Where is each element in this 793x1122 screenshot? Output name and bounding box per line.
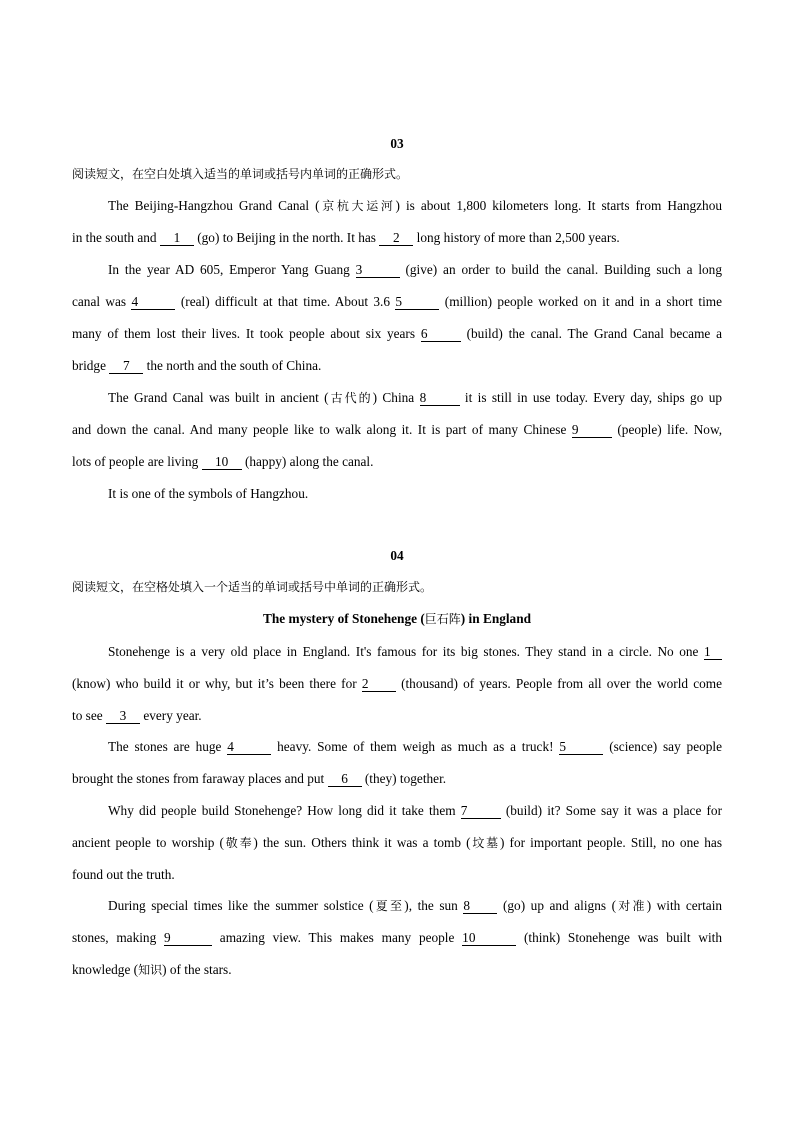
answer-blank[interactable]: 5	[559, 740, 603, 755]
text: stones, making	[72, 930, 157, 945]
chinese-gloss: 坟墓	[470, 836, 500, 850]
text: in the south and	[72, 230, 157, 245]
paragraph-line	[72, 644, 722, 660]
answer-blank[interactable]: 8	[463, 899, 497, 914]
paragraph-line	[72, 358, 722, 374]
text: Why did people build Stonehenge? How long did it take them	[108, 803, 456, 818]
text: During special times like the summer solstice (	[108, 898, 374, 913]
text: (build) the canal. The Grand Canal became a	[466, 326, 723, 341]
text: ) for important people. Still, no one has	[499, 835, 722, 850]
text: (give) an order to build the canal. Building such a long	[405, 262, 722, 277]
text: (think) Stonehenge was built with	[523, 930, 722, 945]
paragraph-line: It is one of the symbols of Hangzhou.	[108, 486, 309, 501]
answer-blank[interactable]: 10	[462, 931, 516, 946]
text: ), the sun	[404, 898, 458, 913]
text: (build) it? Some say it was a place for	[505, 803, 722, 818]
paragraph-line	[72, 294, 722, 310]
paragraph-line	[72, 390, 722, 406]
paragraph-line	[72, 962, 722, 978]
answer-blank[interactable]: 4	[131, 295, 175, 310]
text: (know) who build it or why, but it’s been there for	[72, 676, 357, 691]
section-number: 04	[390, 548, 404, 563]
answer-blank[interactable]: 8	[420, 391, 460, 406]
text: ) of the stars.	[162, 962, 232, 977]
answer-blank[interactable]: 2	[379, 231, 413, 246]
text: ) with certain	[646, 898, 723, 913]
answer-blank[interactable]: 3	[356, 263, 400, 278]
section-number: 03	[390, 136, 404, 151]
section-instruction: 阅读短文，在空格处填入一个适当的单词或括号中单词的正确形式。	[72, 580, 433, 594]
paragraph-line	[72, 326, 722, 342]
paragraph-line	[72, 803, 722, 819]
text: to see	[72, 708, 103, 723]
paragraph-line	[72, 930, 722, 946]
passage-title	[72, 611, 722, 627]
answer-blank[interactable]: 1	[160, 231, 194, 246]
text: the north and the south of China.	[146, 358, 322, 373]
text: Stonehenge is a very old place in England. It's famous for its big stones. They stand in a circle. No one	[108, 644, 699, 659]
paragraph-line	[72, 422, 722, 438]
answer-blank[interactable]: 9	[572, 423, 612, 438]
text: In the year AD 605, Emperor Yang Guang	[108, 262, 350, 277]
text: knowledge (	[72, 962, 139, 977]
answer-blank[interactable]: 2	[362, 677, 396, 692]
text: (science) say people	[609, 739, 722, 754]
text: heavy. Some of them weigh as much as a truck!	[277, 739, 554, 754]
answer-blank[interactable]: 6	[328, 772, 362, 787]
section-instruction: 阅读短文，在空白处填入适当的单词或括号内单词的正确形式。	[72, 167, 409, 181]
chinese-gloss: 夏至	[373, 899, 405, 913]
answer-blank[interactable]: 6	[421, 327, 461, 342]
paragraph-line	[72, 454, 722, 470]
paragraph-line	[72, 739, 722, 755]
text: ) is about 1,800 kilometers long. It starts from Hangzhou	[395, 198, 722, 213]
text: The Beijing-Hangzhou Grand Canal (	[108, 198, 320, 213]
paragraph-line	[72, 262, 722, 278]
chinese-gloss: 古代的	[328, 391, 373, 405]
answer-blank[interactable]: 10	[202, 455, 242, 470]
answer-blank[interactable]: 9	[164, 931, 212, 946]
answer-blank[interactable]: 3	[106, 709, 140, 724]
paragraph-line: found out the truth.	[72, 867, 175, 882]
text: ) in England	[460, 611, 531, 626]
paragraph-line	[72, 898, 722, 914]
text: canal was	[72, 294, 127, 309]
text: it is still in use today. Every day, ships go up	[464, 390, 723, 405]
chinese-gloss: 对准	[616, 899, 647, 913]
paragraph-line	[72, 230, 722, 246]
text: (go) up and aligns (	[502, 898, 617, 913]
text: every year.	[143, 708, 202, 723]
text: bridge	[72, 358, 106, 373]
answer-blank[interactable]: 5	[395, 295, 439, 310]
text: ) the sun. Others think it was a tomb (	[253, 835, 471, 850]
chinese-gloss: 京杭大运河	[319, 199, 396, 213]
answer-blank[interactable]: 7	[109, 359, 143, 374]
text: long history of more than 2,500 years.	[416, 230, 620, 245]
text: The mystery of Stonehenge (	[263, 611, 425, 626]
text: (go) to Beijing in the north. It has	[197, 230, 376, 245]
text: and down the canal. And many people like to walk along it. It is part of many Chinese	[72, 422, 567, 437]
text: The stones are huge	[108, 739, 222, 754]
paragraph-line	[72, 835, 722, 851]
text: lots of people are living	[72, 454, 199, 469]
chinese-gloss: 巨石阵	[424, 612, 461, 626]
text: (people) life. Now,	[617, 422, 723, 437]
answer-blank[interactable]: 7	[461, 804, 501, 819]
text: brought the stones from faraway places and put	[72, 771, 325, 786]
text: ) China	[372, 390, 415, 405]
text: ancient people to worship (	[72, 835, 224, 850]
text: amazing view. This makes many people	[219, 930, 455, 945]
chinese-gloss: 敬奉	[223, 836, 254, 850]
paragraph-line	[72, 708, 722, 724]
text: (they) together.	[364, 771, 447, 786]
text: (happy) along the canal.	[244, 454, 374, 469]
paragraph-line	[72, 676, 722, 692]
text: many of them lost their lives. It took people about six years	[72, 326, 416, 341]
chinese-gloss: 知识	[138, 963, 163, 977]
answer-blank[interactable]: 4	[227, 740, 271, 755]
answer-blank[interactable]: 1	[704, 645, 722, 660]
text: (million) people worked on it and in a short time	[444, 294, 723, 309]
text: (thousand) of years. People from all over the world come	[401, 676, 723, 691]
paragraph-line	[72, 771, 722, 787]
paragraph-line	[72, 198, 722, 214]
text: The Grand Canal was built in ancient (	[108, 390, 329, 405]
text: (real) difficult at that time. About 3.6	[180, 294, 391, 309]
